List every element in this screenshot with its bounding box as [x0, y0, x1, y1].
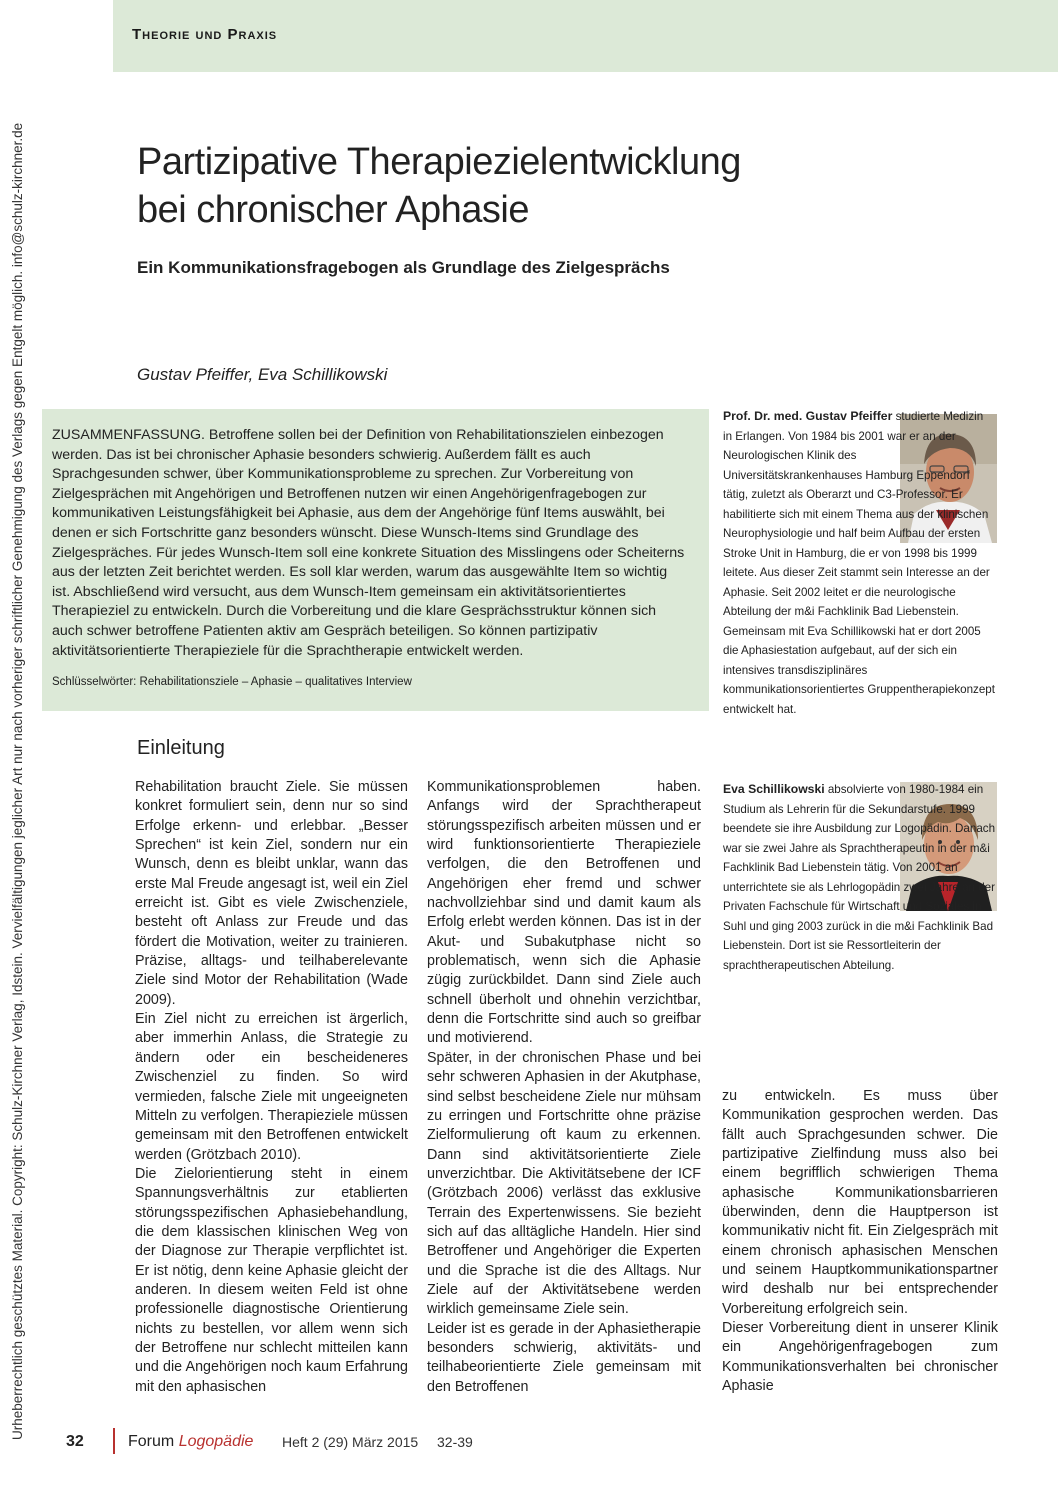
paragraph: Später, in der chronischen Phase und bei sehr schweren Aphasien in der Akutphase, sind selbst bescheidene Ziele nur mühsam zu erringen und Fortschritte ohne präzise Zielformulierung oft kaum zu erkennen. Dann sind aktivitätsorientierte Ziele unverzichtbar. Die Aktivitätsebene der ICF (Grötzbach 2006) verlässt das exklusive Terrain des Expertenwissens. Sie bezieht sich auf das alltägliche Handeln. Hier sind Betroffener und Angehöriger die Experten und die Sprache ist die des Alltags. Nur Ziele auf der Aktivitätsebene werden wirklich gemeinsame Ziele sein. [427, 1049, 701, 1318]
bio-name: Prof. Dr. med. Gustav Pfeiffer [723, 409, 893, 423]
paragraph: Dieser Vorbereitung dient in unserer Klinik ein Angehörigenfragebogen zum Kommunikationsverhalten bei chronischer Aphasie [722, 1320, 998, 1395]
keywords: Schlüsselwörter: Rehabilitationsziele – Aphasie – qualitatives Interview [52, 676, 412, 688]
journal-name [128, 1433, 253, 1451]
page-number: 32 [66, 1433, 84, 1450]
paragraph: zu entwickeln. Es muss über Kommunikation gesprochen werden. Das fällt auch Sprachgesunden schwer. Die partizipative Zielfindung muss also bei einem begrifflich schwierigen Thema aphasische Kommunikationsbarrieren überwinden, denn die Hauptperson ist kommunikativ nicht fit. Ein Zielgespräch mit einem chronisch aphasischen Menschen und seinem Hauptkommunikationspartner wird deshalb nur bei entsprechender Vorbereitung erfolgreich sein. [722, 1088, 998, 1317]
title-line-1: Partizipative Therapiezielentwicklung [137, 141, 741, 183]
issue-info: Heft 2 (29) März 2015 [282, 1434, 419, 1450]
paragraph: Rehabilitation braucht Ziele. Sie müssen konkret formuliert sein, denn nur so sind Erfolge erkenn- und erlebbar. „Besser Sprechen“ ist kein Ziel, sondern nur ein Wunsch, denn es bleibt unklar, wann das erste Mal Freude angesagt ist, weil ein Ziel erreicht ist. Gibt es viele Zwischenziele, besteht oft Anlass zur Freude und das fördert die Motivation, weiter zu trainieren. Präzise, alltags- und teilhaberelevante Ziele sind Motor der Rehabilitation (Wade 2009). [135, 779, 408, 1008]
title-line-2: bei chronischer Aphasie [137, 189, 529, 231]
author-bio-schillikowski [723, 780, 995, 975]
copyright-side-note: Urheberrechtlich geschütztes Material. Copyright: Schulz-Kirchner Verlag, Idstein. Vervielfältigungen jeglicher Art nur nach vorheriger schriftlicher Genehmigung des Verlags gegen Entgelt möglich. info@schulz-kirchner.de [10, 122, 25, 1440]
article-authors: Gustav Pfeiffer, Eva Schillikowski [137, 365, 388, 384]
author-bio-pfeiffer [723, 407, 995, 719]
bio-text: studierte Medizin in Erlangen. Von 1984 bis 2001 war er an der Neurologischen Klinik des Universitätskrankenhauses Hamburg Eppendorf tätig, zuletzt als Oberarzt und C3-Professor. Er habilitierte sich mit einem Thema aus der klinischen Neurophysiologie und half beim Aufbau der ersten Stroke Unit in Hamburg, die er von 1998 bis 1999 leitete. Aus dieser Zeit stammt sein Interesse an der Aphasie. Seit 2002 leitet er die neurologische Abteilung der m&i Fachklinik Bad Liebenstein. Gemeinsam mit Eva Schillikowski hat er dort 2005 die Aphasiestation aufgebaut, auf der sich ein intensives transdisziplinäres kommunikationsorientiertes Gruppentherapiekonzept entwickelt hat. [723, 410, 995, 716]
paragraph: Kommunikationsproblemen haben. Anfangs wird der Sprachtherapeut störungsspezifisch arbeiten müssen und er wird funktionsorientierte Therapieziele verfolgen, die den Betroffenen und Angehörigen eher fremd und schwer nachvollziehbar sind und damit kaum als Erfolg erlebt werden können. Das ist in der Akut- und Subakutphase nicht so problematisch, wenn sich die Aphasie zügig zurückbildet. Dann sind Ziele auch schnell überholt und ohnehin verzichtbar, denn die Fortschritte sind auch so greifbar und motivierend. [427, 779, 701, 1047]
abstract-text: ZUSAMMENFASSUNG. Betroffene sollen bei der Definition von Rehabilitationszielen einbezogen werden. Das ist bei chronischer Aphasie besonders schwierig. Außerdem fällt es auch Sprachgesunden schwer, über Kommunikationsprobleme zu sprechen. Zur Vorbereitung von Zielgesprächen mit Angehörigen und Betroffenen nutzen wir einen Angehörigenfragebogen zur kommunikativen Leistungsfähigkeit bei Aphasie, aus dem der Angehörige fünf Items auswählt, bei denen er sich Fortschritte ganz besonders wünscht. Diese Wunsch-Items sind Grundlage des Zielgespräches. Für jedes Wunsch-Item soll eine konkrete Situation des Misslingens oder Scheiterns aus der letzten Zeit berichtet werden. Es soll klar werden, warum das ausgewählte Item so wichtig ist. Abschließend wird versucht, aus dem Wunsch-Item gemeinsam ein aktivitätsorientiertes Therapieziel zu entwickeln. Durch die Vorbereitung und die klare Gesprächsstruktur können sich auch schwer betroffene Patienten aktiv am Gespräch beteiligen. So können partizipativ aktivitätsorientierte Therapieziele für die Sprachtherapie entwickelt werden. [52, 427, 685, 659]
text-column-2 [427, 778, 701, 1397]
footer-divider [113, 1428, 115, 1454]
page-range: 32-39 [437, 1434, 473, 1450]
bio-name: Eva Schillikowski [723, 782, 825, 796]
paragraph: Leider ist es gerade in der Aphasietherapie besonders schwierig, aktivitäts- und teilhabeorientierte Ziele gemeinsam mit den Betroffenen [427, 1320, 701, 1395]
section-heading: Einleitung [137, 737, 225, 759]
paragraph: Die Zielorientierung steht in einem Spannungsverhältnis zur etablierten störungsspezifischen Aphasiebehandlung, die dem klassischen klinischen Weg von der Diagnose zur Therapie verpflichtet ist. Er ist nötig, denn keine Aphasie gleicht der anderen. In diesem weiten Feld ist ohne professionelle diagnostische Orientierung nichts zu bestellen, vor allem wenn sich der Betroffene nur schlecht mitteilen kann und die Angehörigen noch kaum Erfahrung mit den aphasischen [135, 1165, 408, 1395]
paragraph: Ein Ziel nicht zu erreichen ist ärgerlich, aber immerhin Anlass, die Strategie zu ändern oder ein bescheideneres Zwischenziel zu finden. So wird vermieden, falsche Ziele mit ungeeigneten Mitteln zu verfolgen. Therapieziele müssen gemeinsam mit den Betroffenen entwickelt werden (Grötzbach 2010). [135, 1011, 408, 1163]
journal-name-part-2: Logopädie [178, 1433, 254, 1450]
section-label: Theorie und Praxis [132, 26, 278, 43]
bio-text: absolvierte von 1980-1984 ein Studium als Lehrerin für die Sekundarstufe. 1999 beendete sie ihre Ausbildung zur Logopädin. Danach war sie zwei Jahre als Sprachtherapeutin in der m&i Fachklinik Bad Liebenstein tätig. Von 2001 an unterrichtete sie als Lehrlogopädin zwei Jahre an der Privaten Fachschule für Wirtschaft und Soziales in Suhl und ging 2003 zurück in die m&i Fachklinik Bad Liebenstein. Dort ist sie Ressortleiterin der sprachtherapeutischen Abteilung. [723, 783, 996, 972]
article-subtitle: Ein Kommunikationsfragebogen als Grundlage des Zielgesprächs [137, 258, 670, 277]
text-column-1 [135, 778, 408, 1397]
journal-name-part-1: Forum [128, 1433, 175, 1450]
text-column-3 [722, 1087, 998, 1397]
article-title [137, 138, 897, 234]
